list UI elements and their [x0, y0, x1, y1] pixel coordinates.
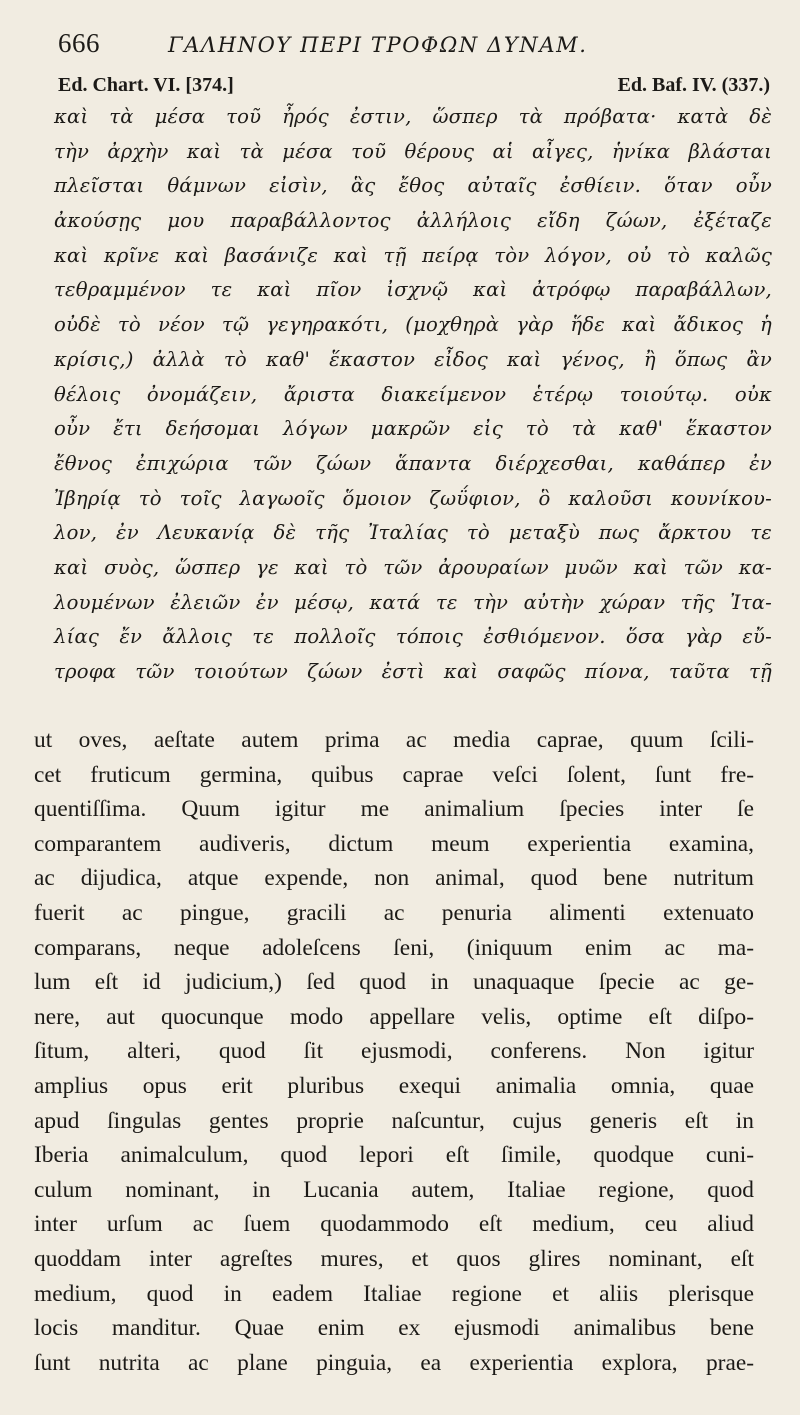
latin-text-line: ut oves, aeſtate autem prima ac media caprae, quum ſcili- [34, 727, 754, 753]
greek-text-line: καὶ τὰ μέσα τοῦ ἦρός ἐστιν, ὥσπερ τὰ πρόβατα· κατὰ δὲ [54, 105, 772, 128]
greek-text-line: καὶ κρῖνε καὶ βασάνιζε καὶ τῇ πείρᾳ τὸν λόγον, οὐ τὸ καλῶς [54, 243, 772, 267]
latin-text-line: comparans, neque adoleſcens ſeni, (iniquum enim ac ma- [34, 934, 754, 961]
latin-text-line: culum nominant, in Lucania autem, Italiae regione, quod [34, 1176, 754, 1203]
page-number: 666 [58, 28, 100, 58]
latin-text-line: apud ſingulas gentes proprie naſcuntur, cujus generis eſt in [34, 1107, 754, 1134]
latin-text-line: ſunt nutrita ac plane pinguia, ea experientia explora, prae- [34, 1349, 754, 1376]
latin-text-block [34, 723, 754, 1380]
edition-reference-left: Ed. Chart. VI. [374.] [58, 74, 234, 96]
greek-text-line: καὶ συὸς, ὥσπερ γε καὶ τὸ τῶν ἀρουραίων μυῶν καὶ τῶν κα- [54, 555, 772, 579]
greek-text-line: τροφα τῶν τοιούτων ζώων ἐστὶ καὶ σαφῶς πίονα, ταῦτα τῇ [54, 660, 772, 683]
latin-text-line: ac dijudica, atque expende, non animal, quod bene nutritum [34, 865, 754, 892]
latin-text-line: quoddam inter agreſtes mures, et quos glires nominant, eſt [34, 1245, 754, 1272]
latin-text-line: comparantem audiveris, dictum meum experientia examina, [34, 830, 754, 857]
greek-text-line: πλεῖσται θάμνων εἰσὶν, ἃς ἔθος αὐταῖς ἐσθίειν. ὅταν οὖν [54, 174, 772, 198]
greek-text-line: ἀκούσῃς μου παραβάλλοντος ἀλλήλοις εἴδη ζώων, ἐξέταζε [54, 209, 772, 233]
latin-text-line: medium, quod in eadem Italiae regione et aliis plerisque [34, 1280, 754, 1307]
latin-text-line: locis manditur. Quae enim ex ejusmodi animalibus bene [34, 1315, 754, 1342]
latin-text-line: lum eſt id judicium,) ſed quod in unaquaque ſpecie ac ge- [34, 969, 754, 996]
latin-text-line: amplius opus erit pluribus exequi animalia omnia, quae [34, 1072, 754, 1099]
greek-text-line: ἔθνος ἐπιχώρια τῶν ζώων ἅπαντα διέρχεσθαι, καθάπερ ἐν [54, 451, 772, 475]
running-title: ΓΑΛΗΝΟΥ ΠΕΡΙ ΤΡΟΦΩΝ ΔΥΝΑΜ. [168, 33, 588, 57]
latin-text-line: Iberia animalculum, quod lepori eſt ſimile, quodque cuni- [34, 1142, 754, 1169]
latin-text-line: quentiſſima. Quum igitur me animalium ſpecies inter ſe [34, 796, 754, 823]
greek-text-line: τὴν ἀρχὴν καὶ τὰ μέσα τοῦ θέρους αἱ αἶγες, ἡνίκα βλάσται [54, 139, 772, 163]
greek-text-block [54, 100, 772, 690]
latin-text-line: fuerit ac pingue, gracili ac penuria alimenti extenuato [34, 899, 754, 926]
greek-text-line: θέλοις ὀνομάζειν, ἄριστα διακείμενον ἑτέρῳ τοιούτῳ. οὐκ [54, 382, 772, 406]
greek-text-line: οὖν ἔτι δεήσομαι λόγων μακρῶν εἰς τὸ τὰ καθ' ἕκαστον [54, 417, 772, 441]
greek-text-line: λίας ἔν ἄλλοις τε πολλοῖς τόποις ἐσθιόμενον. ὅσα γὰρ εὔ- [54, 625, 772, 649]
greek-text-line: λον, ἐν Λευκανίᾳ δὲ τῆς Ἰταλίας τὸ μεταξὺ πως ἄρκτου τε [54, 521, 772, 545]
latin-text-line: cet fruticum germina, quibus caprae veſci ſolent, ſunt fre- [34, 761, 754, 788]
greek-text-line: κρίσις,) ἀλλὰ τὸ καθ' ἕκαστον εἶδος καὶ γένος, ἢ ὅπως ἂν [54, 347, 772, 371]
greek-text-line: οὐδὲ τὸ νέον τῷ γεγηρακότι, (μοχθηρὰ γὰρ ἥδε καὶ ἄδικος ἡ [54, 313, 772, 337]
latin-text-line: ſitum, alteri, quod ſit ejusmodi, conferens. Non igitur [34, 1038, 754, 1065]
edition-reference-right: Ed. Baf. IV. (337.) [617, 74, 770, 96]
edition-reference-line [58, 74, 770, 97]
latin-text-line: inter urſum ac ſuem quodammodo eſt medium, ceu aliud [34, 1211, 754, 1238]
latin-text-line: nere, aut quocunque modo appellare velis, optime eſt diſpo- [34, 1003, 754, 1030]
greek-text-line: τεθραμμένον τε καὶ πῖον ἰσχνῷ καὶ ἀτρόφῳ παραβάλλων, [54, 278, 772, 302]
greek-text-line: Ἰβηρίᾳ τὸ τοῖς λαγωοῖς ὅμοιον ζωΰφιον, ὃ καλοῦσι κουνίκου- [54, 486, 772, 510]
greek-text-line: λουμένων ἐλειῶν ἐν μέσῳ, κατά τε τὴν αὐτὴν χώραν τῆς Ἰτα- [54, 590, 772, 614]
running-head [58, 28, 768, 64]
